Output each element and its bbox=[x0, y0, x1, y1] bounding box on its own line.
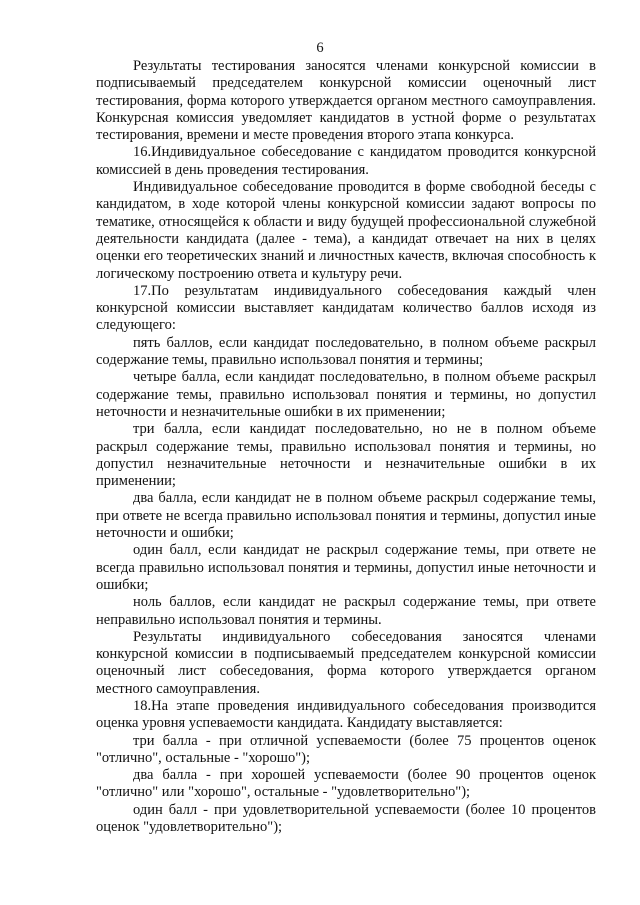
paragraph-item-17: 17.По результатам индивидуального собеседования каждый член конкурсной комиссии выставляет кандидатам количество баллов исходя из следующего: bbox=[96, 282, 596, 334]
paragraph-grade-two: два балла - при хорошей успеваемости (более 90 процентов оценок "отлично" или "хорошо", остальные - "удовлетворительно"); bbox=[96, 767, 596, 801]
paragraph-two-points: два балла, если кандидат не в полном объеме раскрыл содержание темы, при ответе не всегда правильно использовал понятия и термины, допустил иные неточности и ошибки; bbox=[96, 490, 596, 542]
page-number: 6 bbox=[316, 40, 324, 56]
paragraph-testing-results: Результаты тестирования заносятся членами конкурсной комиссии в подписываемый председателем конкурсной комиссии оценочный лист тестирования, форма которого утверждается органом местного самоуправления. Конкурсная комиссия уведомляет кандидатов в устной форме о результатах тестирования, времени и месте проведения второго этапа конкурса. bbox=[96, 58, 596, 144]
paragraph-interview-description: Индивидуальное собеседование проводится в форме свободной беседы с кандидатом, в ходе которой члены конкурсной комиссии задают вопросы по тематике, относящейся к области и виду будущей профессиональной служебной деятельности кандидата (далее - тема), а кандидат отвечает на них в целях оценки его теоретических знаний и личностных качеств, включая способность к логическому построению ответа и культуру речи. bbox=[96, 179, 596, 282]
paragraph-three-points: три балла, если кандидат последовательно, но не в полном объеме раскрыл содержание темы, правильно использовал понятия и термины, но допустил незначительные неточности и незначительные ошибки в их применении; bbox=[96, 421, 596, 490]
paragraph-four-points: четыре балла, если кандидат последовательно, в полном объеме раскрыл содержание темы, правильно использовал понятия и термины, но допустил неточности и незначительные ошибки в их применении; bbox=[96, 369, 596, 420]
paragraph-five-points: пять баллов, если кандидат последовательно, в полном объеме раскрыл содержание темы, правильно использовал понятия и термины; bbox=[96, 334, 596, 369]
paragraph-grade-three: три балла - при отличной успеваемости (более 75 процентов оценок "отлично", остальные - "хорошо"); bbox=[96, 732, 596, 766]
paragraph-item-16: 16.Индивидуальное собеседование с кандидатом проводится конкурсной комиссией в день проведения тестирования. bbox=[96, 144, 596, 178]
paragraph-item-18: 18.На этапе проведения индивидуального собеседования производится оценка уровня успеваемости кандидата. Кандидату выставляется: bbox=[96, 697, 596, 732]
paragraph-one-point: один балл, если кандидат не раскрыл содержание темы, при ответе не всегда правильно использовал понятия и термины, допустил иные неточности и ошибки; bbox=[96, 542, 596, 593]
paragraph-grade-one: один балл - при удовлетворительной успеваемости (более 10 процентов оценок "удовлетворительно"); bbox=[96, 801, 596, 836]
paragraph-zero-points: ноль баллов, если кандидат не раскрыл содержание темы, при ответе неправильно использовал понятия и термины. bbox=[96, 594, 596, 628]
document-body bbox=[96, 58, 596, 836]
paragraph-interview-results: Результаты индивидуального собеседования заносятся членами конкурсной комиссии в подписываемый председателем конкурсной комиссии оценочный лист собеседования, форма которого утверждается органом местного самоуправления. bbox=[96, 628, 596, 697]
